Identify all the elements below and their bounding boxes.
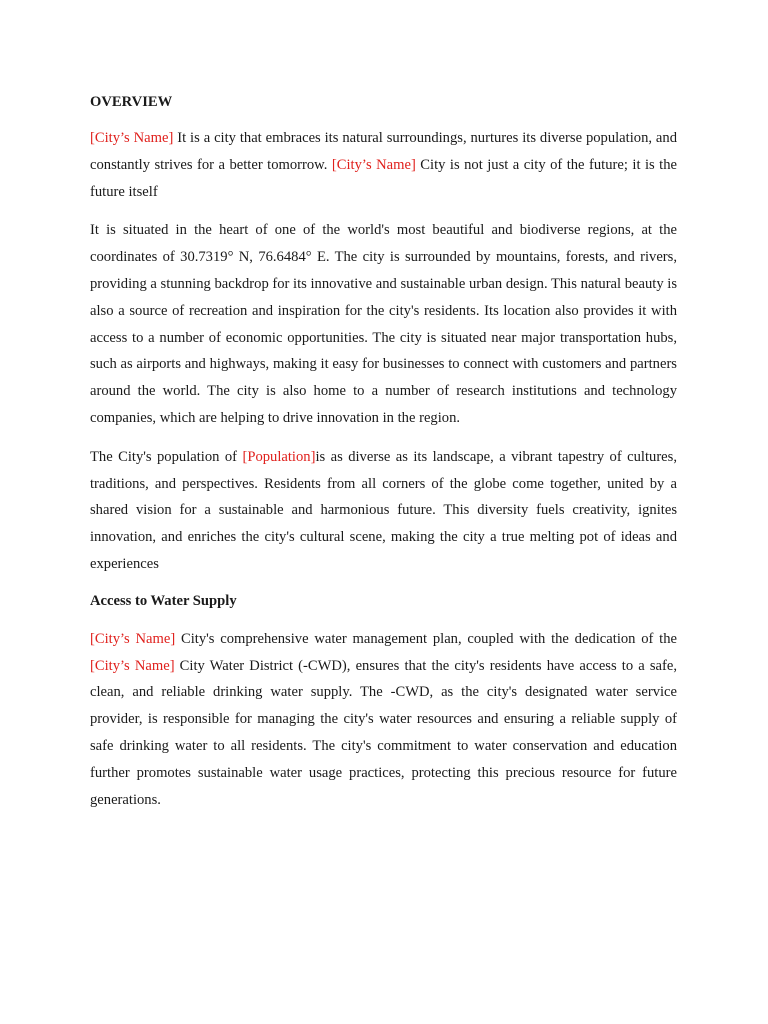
- city-name-placeholder: [City’s Name]: [331, 156, 416, 173]
- city-name-placeholder: [City’s Name]: [90, 630, 176, 647]
- water-supply-heading: Access to Water Supply: [90, 592, 237, 609]
- overview-heading: OVERVIEW: [90, 94, 173, 110]
- document-page: [90, 91, 677, 825]
- overview-p3-text-a: The City's population of: [90, 448, 243, 465]
- city-name-placeholder: [City’s Name]: [90, 130, 174, 146]
- population-placeholder: [Population]: [242, 448, 316, 465]
- overview-p1-text-a: It is a city that embraces its natural surroundings, nurtures its diverse population, and constantly strives for a better tomorrow.: [90, 130, 677, 173]
- water-p1-text-b: City Water District (-CWD), ensures that the city's residents have access to a safe, clean, and reliable drinking water supply. The -CWD, as the city's designated water service provider, is responsible for managing the city's water resources and ensuring a reliable supply of safe drinking water to all residents. The city's commitment to water conservation and education further promotes sustainable water usage practices, protecting this precious resource for future generations.: [90, 657, 677, 808]
- city-name-placeholder: [City’s Name]: [90, 657, 175, 674]
- overview-paragraph-1: [90, 125, 677, 205]
- overview-p1-text-b: City is not just a city of the future; it is the future itself: [90, 156, 677, 200]
- water-supply-paragraph: [90, 626, 677, 814]
- overview-paragraph-2: It is situated in the heart of one of the world's most beautiful and biodiverse regions, at the coordinates of 30.7319° N, 76.6484° E. The city is surrounded by mountains, forests, and rivers, providing a stunning backdrop for its innovative and sustainable urban design. This natural beauty is also a source of recreation and inspiration for the city's residents. Its location also provides it with access to a number of economic opportunities. The city is situated near major transportation hubs, such as airports and highways, making it easy for businesses to connect with customers and partners around the world. The city is also home to a number of research institutions and technology companies, which are helping to drive innovation in the region.: [90, 222, 678, 426]
- overview-p3-text-b: is as diverse as its landscape, a vibrant tapestry of cultures, traditions, and perspectives. Residents from all corners of the globe come together, united by a shared vision for a sustainable and harmonious future. This diversity fuels creativity, ignites innovation, and enriches the city's cultural scene, making the city a true melting pot of ideas and experiences: [90, 448, 677, 572]
- overview-paragraph-3: [90, 444, 677, 578]
- water-p1-text-a: City's comprehensive water management plan, coupled with the dedication of the: [175, 630, 677, 647]
